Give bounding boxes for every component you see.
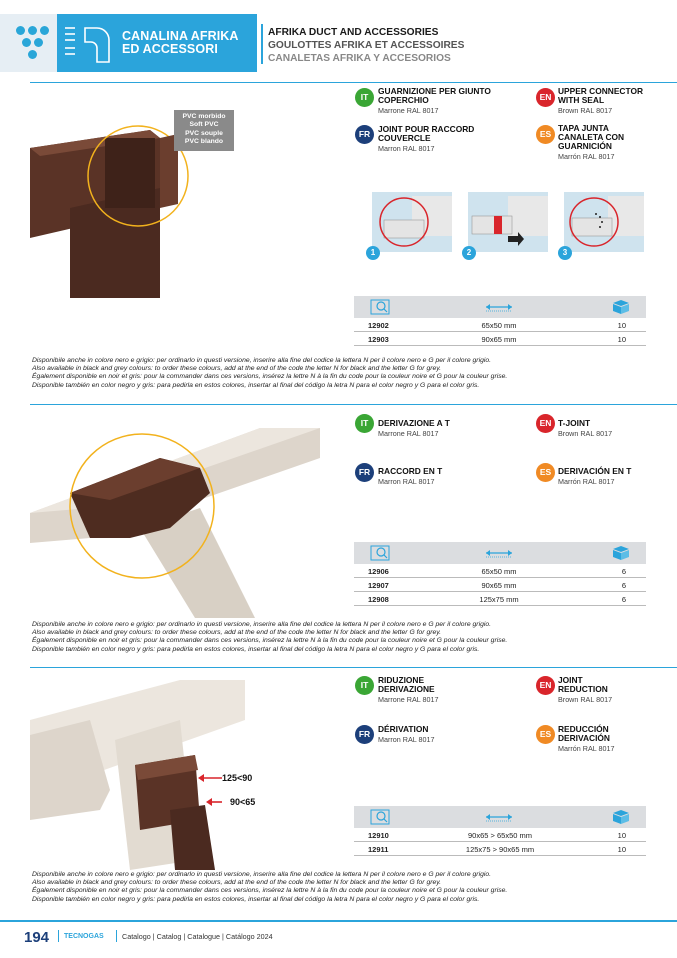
footer-brand: TECNOGAS (64, 933, 104, 940)
availability-note (32, 357, 507, 390)
note-en: Also available in black and grey colours: to order these colours, add at the end of the code the letter N for black and the letter G for grey. (32, 365, 442, 373)
t-joint-illustration (30, 418, 330, 618)
name-line: COPERCHIO (378, 95, 429, 105)
dimension-label-top: 125<90 (222, 773, 253, 783)
product-code: 12907 (368, 581, 389, 590)
lang-badge-es: ES (536, 463, 555, 482)
product-code-icon (370, 809, 390, 825)
color-spec: Marrón RAL 8017 (558, 744, 615, 753)
name-line: JOINT POUR RACCORD (378, 124, 475, 134)
color-spec: Marrón RAL 8017 (558, 477, 615, 486)
product-size: 125x75 mm (479, 595, 519, 604)
name-line: JOINT (558, 675, 583, 685)
step-1-image (372, 192, 452, 252)
product-name-it (378, 676, 438, 704)
availability-note (32, 871, 507, 904)
step-number: 1 (366, 246, 380, 260)
dimension-icon (484, 545, 514, 561)
color-spec: Marrón RAL 8017 (558, 152, 615, 161)
lang-badge-fr: FR (355, 463, 374, 482)
color-spec: Brown RAL 8017 (558, 429, 613, 438)
product-name-fr (378, 467, 442, 486)
table-row (354, 565, 646, 578)
package-qty: 10 (617, 831, 626, 840)
product-size: 125x75 > 90x65 mm (465, 845, 535, 854)
pvc-tag-en: Soft PVC (189, 121, 219, 129)
package-qty: 6 (621, 595, 626, 604)
table-header (354, 806, 646, 828)
note-es: Disponible también en color negro y gris: para pedirla en estos colores, insertar al final del código la letra N para el color negro y G para el color gris. (32, 645, 480, 653)
package-qty: 10 (617, 335, 626, 344)
section-rule (30, 404, 677, 405)
product-name-fr (378, 725, 434, 744)
package-qty-icon (610, 809, 632, 825)
name-line: RACCORD EN T (378, 466, 443, 476)
product-name-en (558, 87, 643, 115)
table-row (354, 319, 646, 332)
color-spec: Marrone RAL 8017 (378, 106, 439, 115)
lang-badge-es: ES (536, 125, 555, 144)
header-title-it-line2: ED ACCESSORI (122, 42, 218, 56)
note-es: Disponible también en color negro y gris: para pedirla en estos colores, insertar al final del código la letra N para el color negro y G para el color gris. (32, 381, 480, 389)
name-line: GUARNICIÓN (558, 141, 612, 151)
color-spec: Brown RAL 8017 (558, 695, 613, 704)
package-qty: 10 (617, 321, 626, 330)
name-line: CANALETA CON (558, 132, 625, 142)
product-name-it (378, 87, 491, 115)
color-spec: Brown RAL 8017 (558, 106, 613, 115)
product-size: 65x50 mm (481, 567, 517, 576)
package-qty-icon (610, 299, 632, 315)
product-code: 12911 (368, 845, 389, 854)
table-row (354, 333, 646, 346)
product-size: 90x65 mm (481, 335, 517, 344)
product-code: 12903 (368, 335, 389, 344)
step-3-image (564, 192, 644, 252)
footer-separator (116, 930, 117, 942)
step-number: 3 (558, 246, 572, 260)
name-line: DERIVAZIONE (378, 684, 435, 694)
step-2-image (468, 192, 548, 252)
product-name-fr (378, 125, 474, 153)
product-code: 12908 (368, 595, 389, 604)
table-row (354, 843, 646, 856)
lang-badge-it: IT (355, 676, 374, 695)
table-row (354, 579, 646, 592)
name-line: REDUCTION (558, 684, 608, 694)
note-en: Also available in black and grey colours: to order these colours, add at the end of the code the letter N for black and the letter G for grey. (32, 629, 442, 637)
name-line: RIDUZIONE (378, 675, 425, 685)
product-name-es (558, 467, 631, 486)
name-line: COUVERCLE (378, 133, 431, 143)
dimension-icon (484, 299, 514, 315)
name-line: GUARNIZIONE PER GIUNTO (378, 86, 491, 96)
header-title-fr: GOULOTTES AFRIKA ET ACCESSOIRES (268, 40, 465, 51)
table-row (354, 829, 646, 842)
footer-separator (58, 930, 59, 942)
lang-badge-en: EN (536, 676, 555, 695)
name-line: TAPA JUNTA (558, 123, 609, 133)
color-spec: Marrone RAL 8017 (378, 695, 439, 704)
table-row (354, 593, 646, 606)
dimension-arrows (196, 772, 222, 808)
name-line: DERIVAZIONE A T (378, 418, 450, 428)
duct-elbow-icon (63, 20, 113, 66)
color-spec: Marron RAL 8017 (378, 477, 435, 486)
section-rule (30, 667, 677, 668)
product-size: 90x65 mm (481, 581, 517, 590)
product-code-icon (370, 299, 390, 315)
name-line: UPPER CONNECTOR (558, 86, 644, 96)
name-line: WITH SEAL (558, 95, 605, 105)
table-header (354, 542, 646, 564)
product-name-it (378, 419, 450, 438)
pvc-tag-es: PVC blando (184, 138, 224, 146)
note-fr: Également disponible en noir et gris: pour la commander dans ces versions, insérez la lettre N à la fin du code pour la couleur noire et G pour la couleur grise. (32, 373, 508, 381)
note-it: Disponibile anche in colore nero e grigio: per ordinarlo in questi versione, inserire alla fine del codice la lettera N per il colore nero e G per il colore grigio. (32, 871, 492, 878)
header-title-it-line1: CANALINA AFRIKA (122, 29, 239, 43)
note-it: Disponibile anche in colore nero e grigio: per ordinarlo in questi versione, inserire alla fine del codice la lettera N per il colore nero e G per il colore grigio. (32, 621, 492, 628)
lang-badge-en: EN (536, 414, 555, 433)
header-title-it (122, 30, 239, 56)
note-fr: Également disponible en noir et gris: pour la commander dans ces versions, insérez la lettre N à la fin du code pour la couleur noire et G pour la couleur grise. (32, 887, 508, 895)
name-line: DERIVACIÓN (558, 733, 610, 743)
product-name-en (558, 419, 612, 438)
section-rule (30, 82, 677, 83)
name-line: T-JOINT (558, 418, 591, 428)
dimension-icon (484, 809, 514, 825)
table-header (354, 296, 646, 318)
step-number: 2 (462, 246, 476, 260)
product-code: 12910 (368, 831, 389, 840)
footer-catalog: Catalogo | Catalog | Catalogue | Catálogo 2024 (122, 932, 273, 941)
lang-badge-fr: FR (355, 725, 374, 744)
note-it: Disponibile anche in colore nero e grigio: per ordinarlo in questi versione, inserire alla fine del codice la lettera N per il colore nero e G per il colore grigio. (32, 357, 492, 364)
product-code: 12906 (368, 567, 389, 576)
color-spec: Marrone RAL 8017 (378, 429, 439, 438)
product-size: 90x65 > 65x50 mm (468, 831, 532, 840)
pvc-tag-fr: PVC souple (185, 129, 223, 137)
footer-rule (0, 920, 677, 922)
note-fr: Également disponible en noir et gris: pour la commander dans ces versions, insérez la lettre N à la fin du code pour la couleur noire et G pour la couleur grise. (32, 637, 508, 645)
product-code-icon (370, 545, 390, 561)
availability-note (32, 621, 507, 654)
dimension-label-bottom: 90<65 (230, 797, 256, 807)
package-qty: 6 (621, 567, 626, 576)
package-qty-icon (610, 545, 632, 561)
page-number: 194 (24, 929, 50, 946)
product-name-es (558, 124, 624, 161)
package-qty: 10 (617, 845, 626, 854)
header-separator (261, 24, 263, 64)
color-spec: Marron RAL 8017 (378, 735, 435, 744)
product-code: 12902 (368, 321, 389, 330)
lang-badge-it: IT (355, 88, 374, 107)
note-es: Disponible también en color negro y gris: para pedirla en estos colores, insertar al final del código la letra N para el color negro y G para el color gris. (32, 895, 480, 903)
header-title-en: AFRIKA DUCT AND ACCESSORIES (268, 27, 439, 38)
package-qty: 6 (621, 581, 626, 590)
brand-logo-box (0, 14, 57, 72)
lang-badge-es: ES (536, 725, 555, 744)
pvc-material-tag (174, 110, 234, 151)
lang-badge-it: IT (355, 414, 374, 433)
product-name-es (558, 725, 614, 753)
color-spec: Marron RAL 8017 (378, 144, 435, 153)
note-en: Also available in black and grey colours: to order these colours, add at the end of the code the letter N for black and the letter G for grey. (32, 879, 442, 887)
name-line: DERIVACIÓN EN T (558, 466, 632, 476)
name-line: REDUCCIÓN (558, 724, 609, 734)
pvc-tag-it: PVC morbido (182, 113, 226, 120)
lang-badge-fr: FR (355, 125, 374, 144)
lang-badge-en: EN (536, 88, 555, 107)
header-titles (268, 26, 464, 65)
name-line: DÉRIVATION (378, 724, 429, 734)
product-size: 65x50 mm (481, 321, 517, 330)
product-name-en (558, 676, 612, 704)
header-title-es: CANALETAS AFRIKA Y ACCESORIOS (268, 53, 451, 64)
